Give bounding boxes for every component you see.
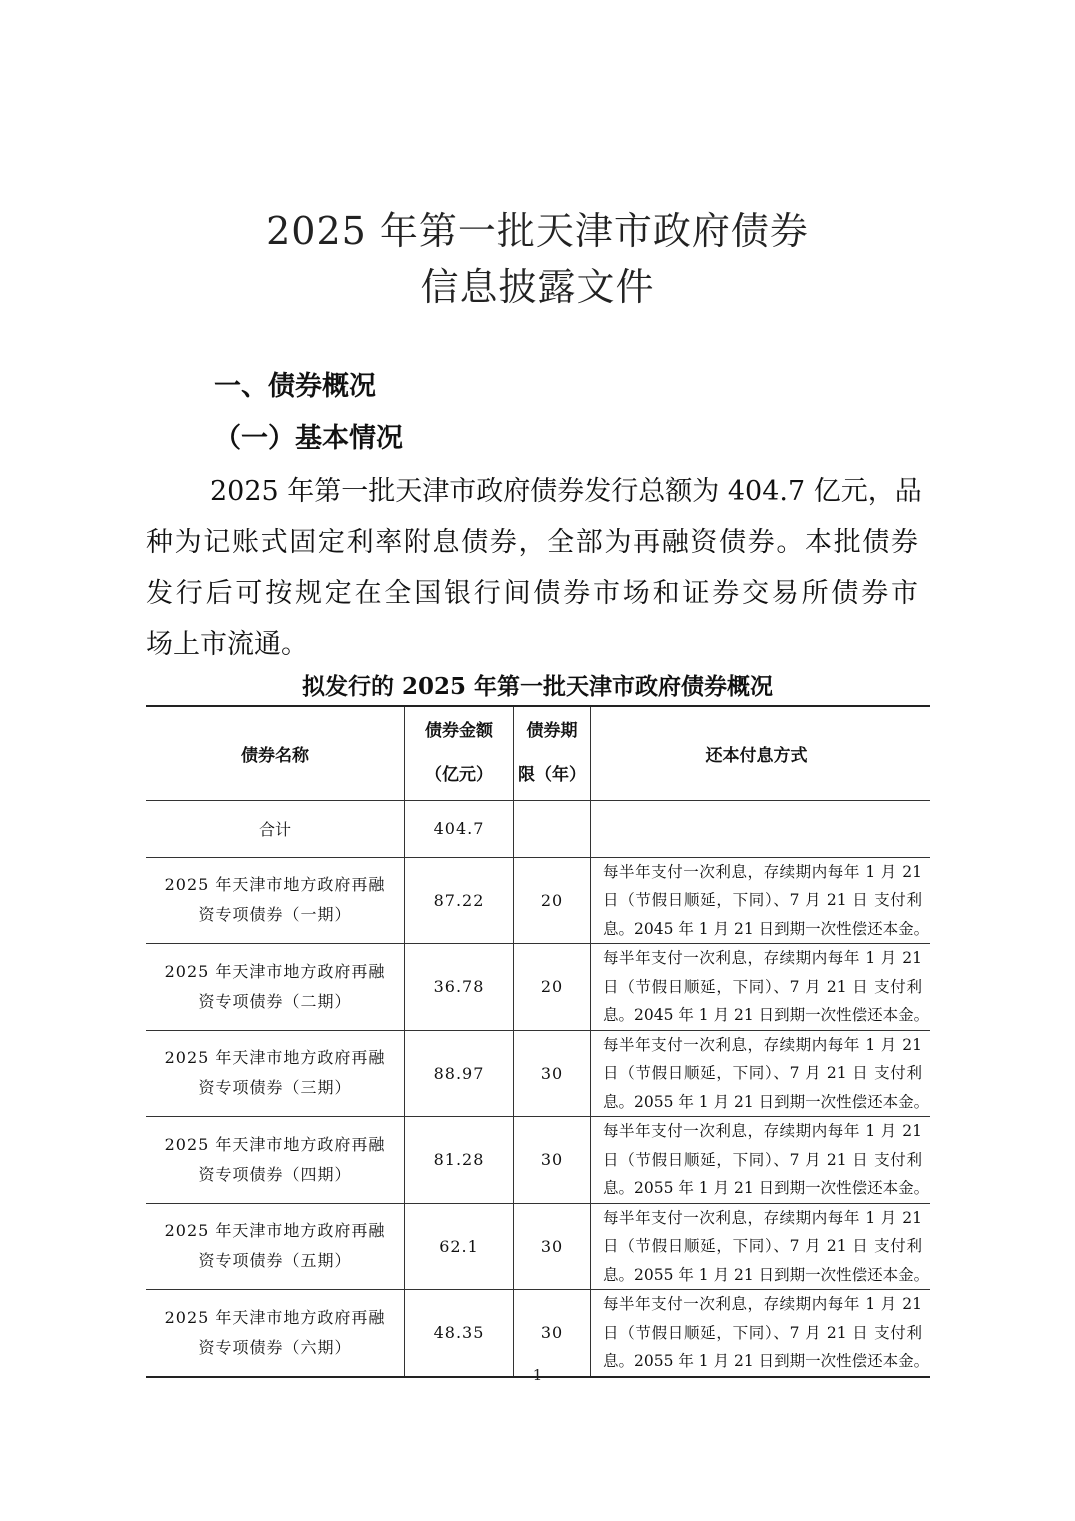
- bond-name-cell: 2025 年天津市地方政府再融 资专项债券（三期）: [164, 1048, 386, 1098]
- section-heading: 一、债券概况: [214, 371, 376, 402]
- bond-name-cell: 2025 年天津市地方政府再融 资专项债券（六期）: [164, 1307, 386, 1357]
- header-payment-method: 还本付息方式: [591, 706, 931, 800]
- bond-amount-cell: 62.1: [405, 1203, 514, 1290]
- table-total-row: [146, 800, 930, 857]
- bond-payment-cell: 每半年支付一次利息，存续期内每年 1 月 21 日（节假日顺延，下同）、7 月 21 日 支付利 息。2055 年 1 月 21 日到期一次性偿还本金。: [591, 1203, 931, 1290]
- bond-term-cell: 30: [514, 1117, 591, 1204]
- total-payment: [591, 800, 931, 857]
- table-title: 拟发行的 2025 年第一批天津市政府债券概况: [301, 673, 774, 700]
- paragraph-line: 发行后可按规定在全国银行间债券市场和证券交易所债券市: [146, 578, 918, 609]
- bond-amount-cell: 87.22: [405, 857, 514, 944]
- bond-name-cell: 2025 年天津市地方政府再融 资专项债券（五期）: [164, 1221, 386, 1271]
- document-title-line-2: 信息披露文件: [420, 265, 655, 309]
- total-label: 合计: [258, 820, 291, 839]
- bond-term-cell: 20: [514, 944, 591, 1031]
- bond-term-cell: 30: [514, 1030, 591, 1117]
- header-bond-amount: 债券金额 （亿元）: [405, 706, 514, 800]
- paragraph-line: 种为记账式固定利率附息债券，全部为再融资债券。本批债券: [146, 527, 918, 558]
- table-row: [146, 1030, 930, 1117]
- bond-amount-cell: 81.28: [405, 1117, 514, 1204]
- total-term: [514, 800, 591, 857]
- bond-name-cell: 2025 年天津市地方政府再融 资专项债券（二期）: [164, 961, 386, 1011]
- table-header-row: [146, 706, 930, 800]
- page-number: 1: [532, 1366, 543, 1384]
- bond-term-cell: 20: [514, 857, 591, 944]
- total-amount: 404.7: [405, 800, 514, 857]
- bond-amount-cell: 88.97: [405, 1030, 514, 1117]
- table-row: [146, 1117, 930, 1204]
- paragraph-line: 场上市流通。: [146, 629, 308, 660]
- bond-payment-cell: 每半年支付一次利息，存续期内每年 1 月 21 日（节假日顺延，下同）、7 月 21 日 支付利 息。2045 年 1 月 21 日到期一次性偿还本金。: [591, 857, 931, 944]
- table-row: [146, 1203, 930, 1290]
- header-bond-name: 债券名称: [241, 745, 309, 766]
- bond-name-cell: 2025 年天津市地方政府再融 资专项债券（四期）: [164, 1134, 386, 1184]
- table-row: [146, 944, 930, 1031]
- bond-payment-cell: 每半年支付一次利息，存续期内每年 1 月 21 日（节假日顺延，下同）、7 月 21 日 支付利 息。2055 年 1 月 21 日到期一次性偿还本金。: [591, 1290, 931, 1377]
- bond-amount-cell: 48.35: [405, 1290, 514, 1377]
- bond-amount-cell: 36.78: [405, 944, 514, 1031]
- bond-payment-cell: 每半年支付一次利息，存续期内每年 1 月 21 日（节假日顺延，下同）、7 月 21 日 支付利 息。2055 年 1 月 21 日到期一次性偿还本金。: [591, 1117, 931, 1204]
- bond-term-cell: 30: [514, 1290, 591, 1377]
- paragraph-line: 2025 年第一批天津市政府债券发行总额为 404.7 亿元，品: [210, 476, 922, 507]
- bond-term-cell: 30: [514, 1203, 591, 1290]
- header-bond-term: 债券期 限（年）: [514, 706, 591, 800]
- section-subheading: （一）基本情况: [214, 423, 403, 454]
- bond-payment-cell: 每半年支付一次利息，存续期内每年 1 月 21 日（节假日顺延，下同）、7 月 21 日 支付利 息。2055 年 1 月 21 日到期一次性偿还本金。: [591, 1030, 931, 1117]
- document-title-line-1: 2025 年第一批天津市政府债券: [266, 209, 809, 253]
- table-row: [146, 857, 930, 944]
- table-row: [146, 1290, 930, 1377]
- bond-overview-table: [146, 705, 930, 1378]
- bond-name-cell: 2025 年天津市地方政府再融 资专项债券（一期）: [164, 875, 386, 925]
- bond-payment-cell: 每半年支付一次利息，存续期内每年 1 月 21 日（节假日顺延，下同）、7 月 21 日 支付利 息。2045 年 1 月 21 日到期一次性偿还本金。: [591, 944, 931, 1031]
